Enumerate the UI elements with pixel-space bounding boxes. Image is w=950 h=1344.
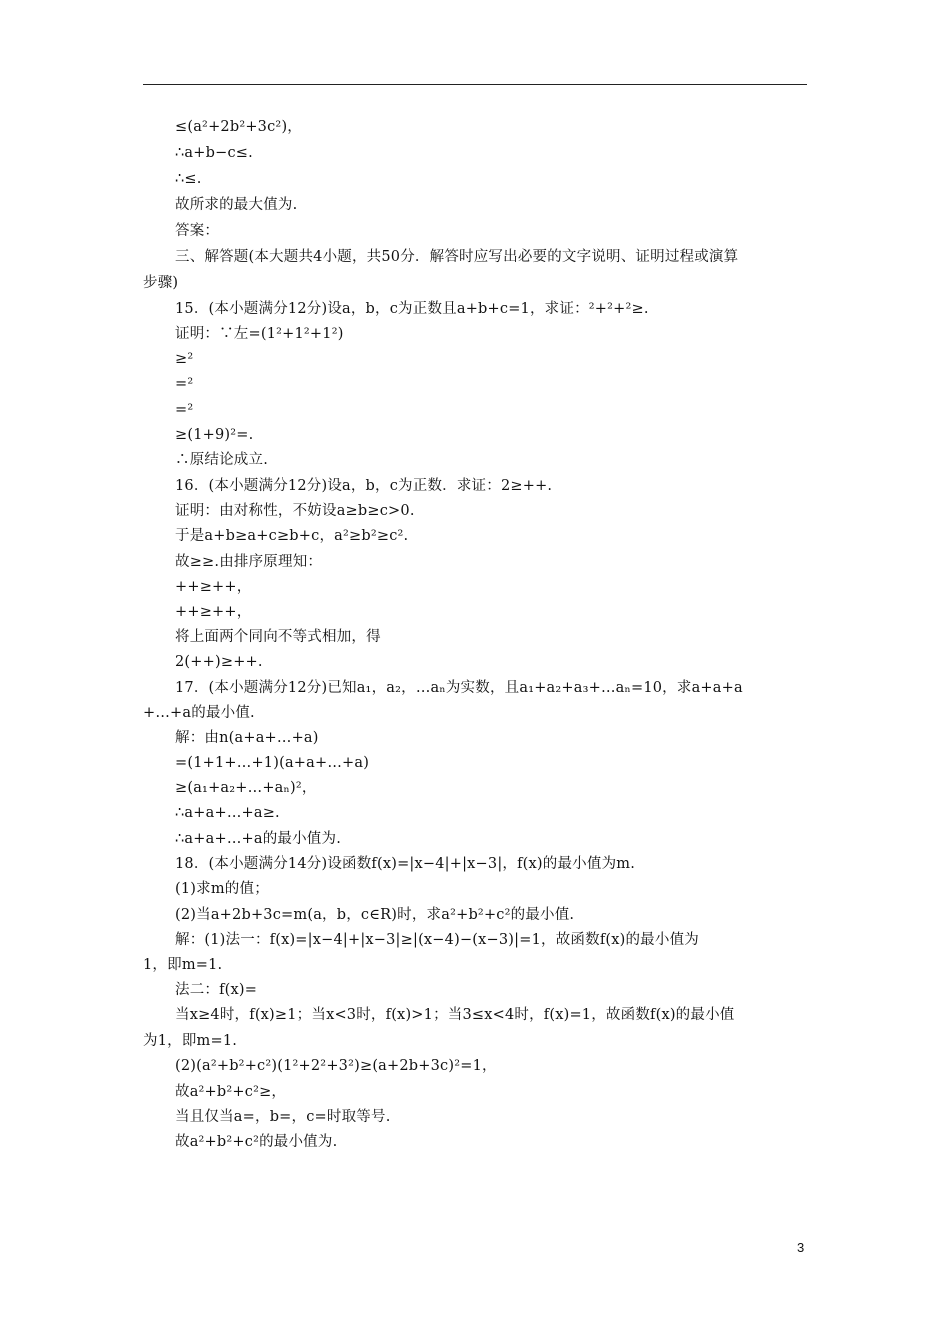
- text-line: 解：(1)法一：f(x)=|x−4|+|x−3|≥|(x−4)−(x−3)|=1，故函数f(x)的最小值为: [175, 932, 699, 948]
- text-line: ++≥++，: [175, 604, 252, 620]
- text-line: (1)求m的值；: [175, 881, 269, 897]
- text-line: ∴≤.: [175, 171, 202, 187]
- text-line: ∴原结论成立.: [175, 452, 269, 468]
- text-line: ++≥++，: [175, 579, 252, 595]
- text-line: (2)(a²+b²+c²)(1²+2²+3²)≥(a+2b+3c)²=1，: [175, 1058, 497, 1074]
- problem-15: 15．(本小题满分12分)设a，b，c为正数且a+b+c=1，求证：²+²+²≥.: [175, 301, 649, 317]
- text-line: =²: [175, 402, 194, 418]
- header-rule: [143, 84, 807, 85]
- text-line: 将上面两个同向不等式相加，得: [175, 629, 381, 645]
- text-line: 当且仅当a=，b=，c=时取等号.: [175, 1109, 391, 1125]
- problem-18: 18．(本小题满分14分)设函数f(x)=|x−4|+|x−3|，f(x)的最小值为m.: [175, 856, 636, 872]
- section-heading: 三、解答题(本大题共4小题，共50分．解答时应写出必要的文字说明、证明过程或演算: [175, 249, 739, 265]
- text-line: =(1+1+…+1)(a+a+…+a): [175, 755, 370, 771]
- text-line: 为1，即m=1.: [143, 1033, 238, 1049]
- text-line: ∴a+b−c≤.: [175, 145, 253, 161]
- text-line: 故≥≥.由排序原理知：: [175, 554, 323, 570]
- text-line: 法二：f(x)=: [175, 982, 258, 998]
- text-line: 故所求的最大值为.: [175, 197, 298, 213]
- text-line: 于是a+b≥a+c≥b+c，a²≥b²≥c².: [175, 528, 409, 544]
- text-line: (2)当a+2b+3c=m(a，b，c∈R)时，求a²+b²+c²的最小值.: [175, 907, 575, 923]
- text-line: ∴a+a+…+a的最小值为.: [175, 831, 342, 847]
- text-line: ∴a+a+…+a≥.: [175, 805, 280, 821]
- text-line: ≤(a²+2b²+3c²)，: [175, 119, 302, 135]
- text-line: 故a²+b²+c²的最小值为.: [175, 1134, 338, 1150]
- text-line: 故a²+b²+c²≥，: [175, 1084, 287, 1100]
- text-line: 步骤): [143, 275, 179, 291]
- text-line: =²: [175, 376, 194, 392]
- problem-16: 16．(本小题满分12分)设a，b，c为正数．求证：2≥++.: [175, 478, 553, 494]
- text-line: 解：由n(a+a+…+a): [175, 730, 319, 746]
- text-line: 当x≥4时，f(x)≥1；当x<3时，f(x)>1；当3≤x<4时，f(x)=1，故函数f(x)的最小值: [175, 1007, 735, 1023]
- text-line: 证明：由对称性，不妨设a≥b≥c>0.: [175, 503, 415, 519]
- text-line: 证明：∵左=(1²+1²+1²): [175, 326, 344, 342]
- text-line: ≥²: [175, 351, 194, 367]
- text-line: ≥(1+9)²=.: [175, 427, 254, 443]
- text-line: 答案：: [175, 223, 220, 239]
- page-number: 3: [797, 1240, 805, 1255]
- text-line: 2(++)≥++.: [175, 654, 263, 670]
- problem-17: 17．(本小题满分12分)已知a₁，a₂，…aₙ为实数，且a₁+a₂+a₃+…aₙ=10，求a+a+a: [175, 680, 743, 696]
- text-line: 1，即m=1.: [143, 957, 223, 973]
- text-line: ≥(a₁+a₂+…+aₙ)²，: [175, 780, 317, 796]
- text-line: +…+a的最小值.: [143, 705, 255, 721]
